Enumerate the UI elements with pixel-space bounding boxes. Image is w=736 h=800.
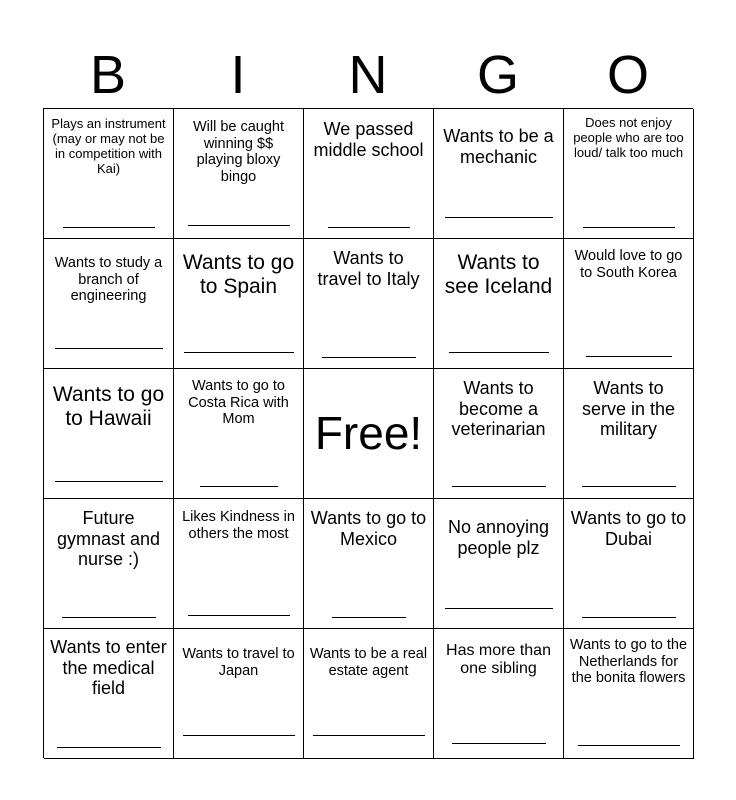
signature-line xyxy=(583,227,675,228)
signature-line xyxy=(445,217,553,218)
bingo-cell[interactable] xyxy=(44,109,174,239)
bingo-cell[interactable] xyxy=(304,499,434,629)
cell-text: Wants to see Iceland xyxy=(444,251,553,299)
cell-text: Has more than one sibling xyxy=(446,642,551,678)
signature-line xyxy=(445,608,553,609)
bingo-cell[interactable] xyxy=(434,109,564,239)
cell-text: We passed middle school xyxy=(313,119,424,160)
signature-line xyxy=(328,227,410,228)
bingo-cell[interactable] xyxy=(564,629,694,759)
bingo-cell[interactable] xyxy=(434,499,564,629)
signature-line xyxy=(183,735,295,736)
cell-text: Wants to become a veterinarian xyxy=(451,378,546,440)
header-letter-b: B xyxy=(89,45,127,105)
bingo-cell[interactable] xyxy=(564,499,694,629)
signature-line xyxy=(582,486,676,487)
signature-line xyxy=(188,615,290,616)
bingo-cell[interactable] xyxy=(174,369,304,499)
cell-text: Would love to go to South Korea xyxy=(574,248,683,281)
cell-text: Wants to go to the Netherlands for the bonita flowers xyxy=(569,637,688,687)
signature-line xyxy=(452,486,546,487)
cell-text: Likes Kindness in others the most xyxy=(182,509,295,542)
cell-text: Wants to travel to Italy xyxy=(317,248,420,289)
bingo-cell[interactable] xyxy=(304,109,434,239)
bingo-cell[interactable] xyxy=(434,239,564,369)
bingo-cell[interactable] xyxy=(44,629,174,759)
signature-line xyxy=(57,747,161,748)
bingo-cell[interactable] xyxy=(44,239,174,369)
bingo-cell[interactable] xyxy=(564,109,694,239)
bingo-cell[interactable] xyxy=(174,239,304,369)
bingo-header xyxy=(43,42,693,108)
bingo-cell[interactable] xyxy=(304,239,434,369)
bingo-board xyxy=(43,108,693,758)
header-letter-i: I xyxy=(230,45,246,105)
cell-text: No annoying people plz xyxy=(447,517,550,558)
cell-text: Wants to enter the medical field xyxy=(50,637,167,699)
bingo-cell[interactable] xyxy=(174,629,304,759)
bingo-cell[interactable] xyxy=(564,239,694,369)
bingo-cell[interactable] xyxy=(434,369,564,499)
signature-line xyxy=(184,352,294,353)
signature-line xyxy=(322,357,416,358)
signature-line xyxy=(582,617,676,618)
cell-text: Wants to go to Dubai xyxy=(570,508,687,549)
signature-line xyxy=(332,617,406,618)
cell-text: Future gymnast and nurse :) xyxy=(56,508,161,570)
cell-text: Will be caught winning $$ playing bloxy bingo xyxy=(192,119,285,186)
cell-text: Wants to be a real estate agent xyxy=(309,646,428,679)
bingo-cell[interactable] xyxy=(174,499,304,629)
signature-line xyxy=(586,356,672,357)
cell-text: Wants to be a mechanic xyxy=(443,126,554,167)
cell-text: Plays an instrument (may or may not be in competition with Kai) xyxy=(51,116,166,176)
header-letter-g: G xyxy=(476,45,519,105)
header-letter-o: O xyxy=(606,45,649,105)
signature-line xyxy=(452,743,546,744)
cell-text: Wants to go to Hawaii xyxy=(52,383,165,431)
free-space[interactable] xyxy=(304,369,434,499)
cell-text: Wants to go to Mexico xyxy=(310,508,427,549)
cell-text: Wants to go to Spain xyxy=(182,251,295,299)
signature-line xyxy=(62,617,156,618)
cell-text: Wants to go to Costa Rica with Mom xyxy=(188,378,289,428)
header-letter-n: N xyxy=(348,45,388,105)
cell-text: Wants to serve in the military xyxy=(581,378,676,440)
signature-line xyxy=(578,745,680,746)
signature-line xyxy=(55,481,163,482)
signature-line xyxy=(188,225,290,226)
signature-line xyxy=(200,486,278,487)
cell-text: Wants to study a branch of engineering xyxy=(54,255,163,305)
signature-line xyxy=(55,348,163,349)
bingo-cell[interactable] xyxy=(44,499,174,629)
bingo-cell[interactable] xyxy=(564,369,694,499)
signature-line xyxy=(449,352,549,353)
cell-text: Wants to travel to Japan xyxy=(182,646,295,679)
bingo-cell[interactable] xyxy=(44,369,174,499)
bingo-cell[interactable] xyxy=(434,629,564,759)
signature-line xyxy=(63,227,155,228)
cell-text: Does not enjoy people who are too loud/ talk too much xyxy=(573,115,684,160)
bingo-cell[interactable] xyxy=(174,109,304,239)
signature-line xyxy=(313,735,425,736)
bingo-cell[interactable] xyxy=(304,629,434,759)
free-text: Free! xyxy=(314,407,423,459)
